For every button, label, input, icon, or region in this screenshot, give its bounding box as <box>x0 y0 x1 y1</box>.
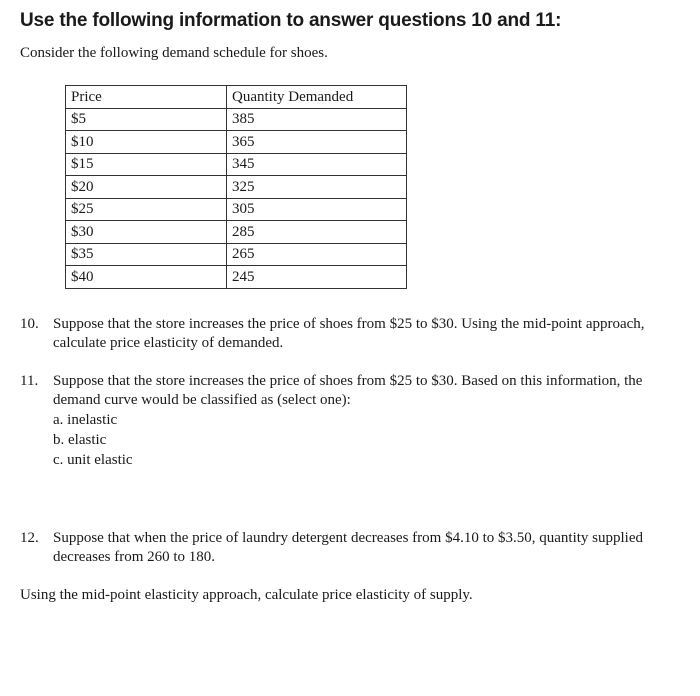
option-b[interactable]: b. elastic <box>53 432 107 448</box>
final-instruction: Using the mid-point elasticity approach, calculate price elasticity of supply. <box>20 587 473 603</box>
price-cell: $20 <box>66 176 227 199</box>
quantity-cell: 265 <box>227 243 407 266</box>
question-text: Suppose that the store increases the price of shoes from $25 to $30. Based on this information, the demand curve would be classified as (select one): <box>53 373 643 408</box>
option-a[interactable]: a. inelastic <box>53 412 118 428</box>
quantity-cell: 245 <box>227 266 407 289</box>
question-11 <box>20 372 680 470</box>
table-row <box>66 153 407 176</box>
column-header-quantity: Quantity Demanded <box>227 86 407 109</box>
quantity-cell: 365 <box>227 131 407 154</box>
price-cell: $30 <box>66 221 227 244</box>
quantity-cell: 305 <box>227 198 407 221</box>
price-cell: $35 <box>66 243 227 266</box>
question-10 <box>20 315 680 353</box>
price-cell: $15 <box>66 153 227 176</box>
demand-schedule-table <box>65 85 407 289</box>
option-c[interactable]: c. unit elastic <box>53 452 133 468</box>
quantity-cell: 345 <box>227 153 407 176</box>
quantity-cell: 385 <box>227 108 407 131</box>
question-12 <box>20 529 680 567</box>
column-header-price: Price <box>66 86 227 109</box>
table-row <box>66 108 407 131</box>
table-row <box>66 198 407 221</box>
table-row <box>66 243 407 266</box>
section-heading: Use the following information to answer questions 10 and 11: <box>20 10 562 31</box>
question-number: 10. <box>20 316 39 332</box>
price-cell: $40 <box>66 266 227 289</box>
table-row <box>66 266 407 289</box>
intro-text: Consider the following demand schedule for shoes. <box>20 45 328 61</box>
table-header-row <box>66 86 407 109</box>
table-row <box>66 221 407 244</box>
table-row <box>66 131 407 154</box>
question-number: 11. <box>20 373 39 389</box>
price-cell: $25 <box>66 198 227 221</box>
question-text: Suppose that when the price of laundry detergent decreases from $4.10 to $3.50, quantity supplied decreases from 260 to 180. <box>53 530 643 565</box>
quantity-cell: 325 <box>227 176 407 199</box>
quantity-cell: 285 <box>227 221 407 244</box>
price-cell: $5 <box>66 108 227 131</box>
question-number: 12. <box>20 530 39 546</box>
table-row <box>66 176 407 199</box>
price-cell: $10 <box>66 131 227 154</box>
answer-options <box>53 410 680 470</box>
question-text: Suppose that the store increases the price of shoes from $25 to $30. Using the mid-point approach, calculate price elasticity of demanded. <box>53 316 645 351</box>
